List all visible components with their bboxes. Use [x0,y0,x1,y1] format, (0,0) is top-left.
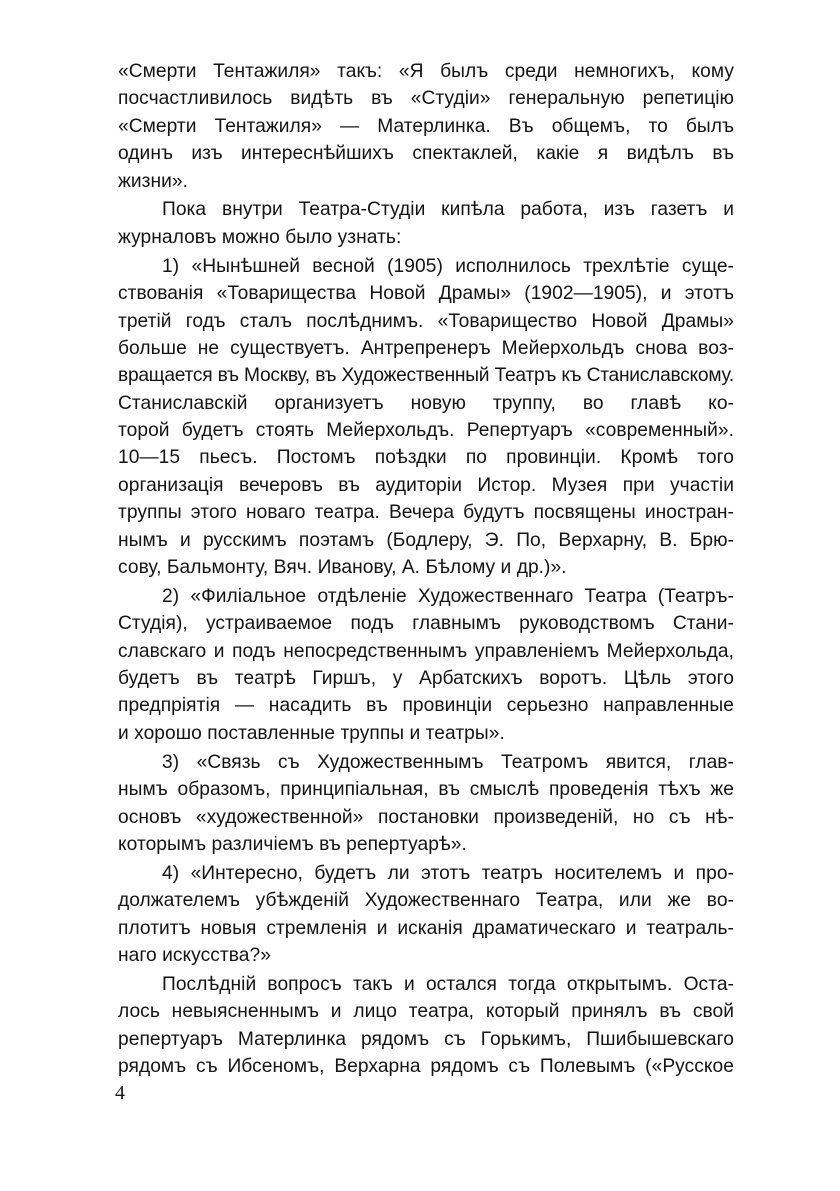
text-line: основъ «художественной» постановки произведеній, но съ нѣ- [118,806,734,828]
text-line: предпріятія — насадить въ провинціи серьезно направленные [118,695,734,717]
text-line: ствованія «Товарищества Новой Драмы» (1902—1905), и этотъ [118,283,734,305]
text-line: организація вечеровъ въ аудиторіи Истор. Музея при участіи [118,474,734,496]
text-line: третій годъ сталъ послѣднимъ. «Товарищество Новой Драмы» [118,310,734,332]
text-line: славскаго и подъ непосредственнымъ управленіемъ Мейерхольда, [118,640,734,662]
text-line: лось невыясненнымъ и лицо театра, который принялъ въ свой [118,1001,734,1023]
text-line: репертуаръ Матерлинка рядомъ съ Горькимъ, Пшибышевскаго [118,1028,734,1050]
text-line: жизни». [118,170,189,192]
paragraph-press-intro [118,196,734,251]
text-line: торой будетъ стоять Мейерхольдъ. Репертуаръ «современный». [118,420,734,442]
text-line: будетъ въ театрѣ Гиршъ, у Арбатскихъ воротъ. Цѣль этого [118,668,734,690]
text-line: посчастливилось видѣть въ «Студіи» генеральную репетицію [118,88,734,110]
paragraph-item-2 [118,583,734,747]
text-line: журналовъ можно было узнать: [118,226,402,248]
text-line: 2) «Филіальное отдѣленіе Художественнаго Театра (Театръ- [162,585,734,607]
text-line: 3) «Связь съ Художественнымъ Театромъ явится, глав- [162,751,734,773]
text-line: плотитъ новыя стремленія и исканія драматическаго и театраль- [118,917,734,939]
text-line: которымъ различіемъ въ репертуарѣ». [118,833,467,855]
text-line: Пока внутри Театра-Студіи кипѣла работа, изъ газетъ и [162,199,734,221]
text-line: «Смерти Тентажиля» такъ: «Я былъ среди немногихъ, кому [118,61,734,82]
text-line: Станиславскій организуетъ новую труппу, во главѣ ко- [118,392,734,414]
text-line: Студія), устраиваемое подъ главнымъ руководствомъ Стани- [118,613,734,635]
text-line: вращается въ Москву, въ Художественный Театръ къ Станиславскому. [118,365,734,387]
text-line: труппы этого новаго театра. Вечера будутъ посвящены иностран- [118,502,734,524]
text-line: больше не существуетъ. Антрепренеръ Мейерхольдъ снова воз- [118,337,734,359]
text-line: и хорошо поставленные труппы и театры». [118,722,505,744]
text-line: 10—15 пьесъ. Постомъ поѣздки по провинціи. Кромѣ того [118,447,734,469]
paragraph-quote-continuation [118,58,734,195]
paragraph-conclusion [118,971,734,1081]
text-line: Послѣдній вопросъ такъ и остался тогда открытымъ. Оста- [162,973,734,995]
text-line: должателемъ убѣжденій Художественнаго Театра, или же во- [118,890,734,912]
text-line: рядомъ съ Ибсеномъ, Верхарна рядомъ съ Полевымъ («Русское [118,1056,734,1078]
text-line: одинъ изъ интереснѣйшихъ спектаклей, какіе я видѣлъ въ [118,143,734,165]
text-line: 4) «Интересно, будетъ ли этотъ театръ носителемъ и про- [162,862,734,884]
paragraph-item-1 [118,253,734,582]
page-number: 4 [115,1082,125,1104]
paragraph-item-3 [118,749,734,859]
text-line: нымъ образомъ, принципіальная, въ смыслѣ проведенія тѣхъ же [118,779,734,801]
text-line: 1) «Нынѣшней весной (1905) исполнилось трехлѣтіе суще- [162,255,734,277]
text-line: «Смерти Тентажиля» — Матерлинка. Въ общемъ, то былъ [118,115,734,137]
paragraph-item-4 [118,860,734,970]
text-line: нымъ и русскимъ поэтамъ (Бодлеру, Э. По, Верхарну, В. Брю- [118,529,734,551]
document-page [118,58,734,1082]
text-line: сову, Бальмонту, Вяч. Иванову, А. Бѣлому и др.)». [118,557,567,579]
text-line: наго искусства?» [118,945,271,966]
